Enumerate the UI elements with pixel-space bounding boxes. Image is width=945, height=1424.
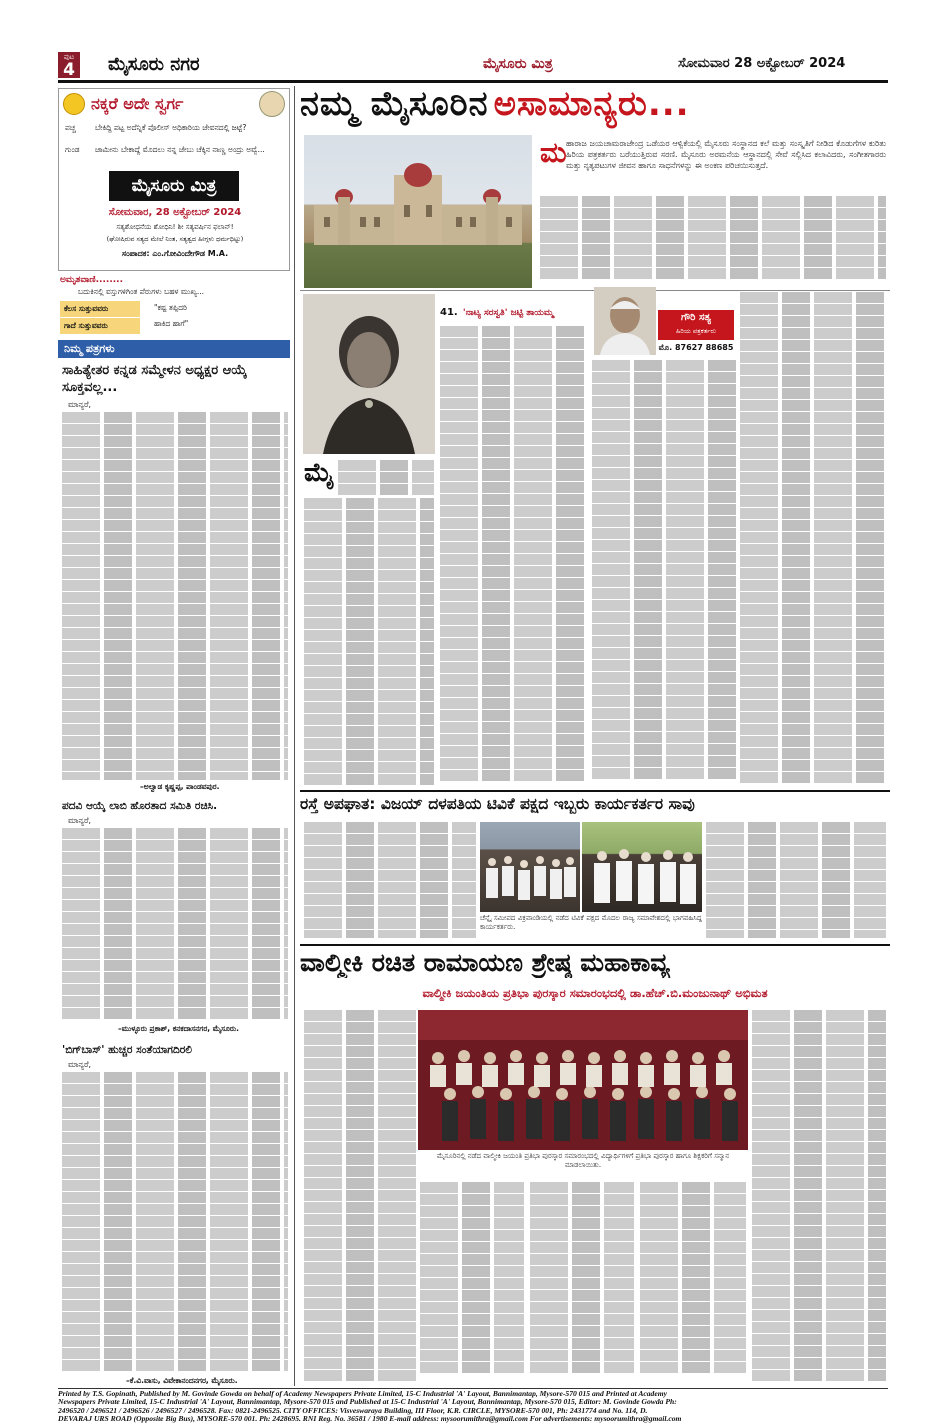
columnist-role: ಹಿರಿಯ ಪತ್ರಕರ್ತರು — [675, 327, 717, 335]
letter-1-heading: ಸಾಹಿತ್ಯೇತರ ಕನ್ನಡ ಸಮ್ಮೇಳನ ಅಧ್ಯಕ್ಷರ ಆಯ್ಕೆ ಸೂಕ್ತವಲ್ಲ... — [62, 363, 247, 395]
letter-2-heading: ಪದವಿ ಆಯ್ಕೆ ಲಾಬಿ ಹೊರತಾದ ಸಮಿತಿ ರಚಿಸಿ. — [62, 800, 218, 812]
joke-text-1: ಬೇಕಿದ್ದಿ ಪಟ್ಟ ಅದೆನ್ನಿಕೆ ಪೊಲೀಸ್ ಅಧಿಕಾರಿಯ ಜೇವನದಲ್ಲಿ ಜಟ್ಟೆ? — [95, 123, 247, 132]
amritavani-title: ಅಮೃತವಾಣಿ........ — [60, 275, 123, 285]
letter-2-sign: –ಮುಳ್ಳೂರು ಪ್ರಕಾಶ್, ಕನಕದಾಸನಗರ, ಮೈಸೂರು. — [118, 1024, 239, 1033]
letter-2-salute: ಮಾನ್ಯರೆ, — [68, 816, 92, 825]
news2-col-4 — [640, 1182, 746, 1382]
logo-subline: ಸತ್ಯಶೋಧನೆಯ ಶೋಧಿನಿ! ಶೀ ಸತ್ಯವರ್ಷಿನ ಫಲಾನ್! — [116, 223, 234, 231]
page-label-text: ಪುಟ — [63, 53, 75, 61]
news1-caption: ಚೆನ್ನೈ ಸಮೀಪದ ವಿಕ್ರವಾಂಡಿಯಲ್ಲಿ ನಡೆದ ಟಿವಿಕೆ ಪಕ್ಷದ ಮೊದಲ ರಾಜ್ಯ ಸಮಾವೇಶದಲ್ಲಿ ಭಾಗವಹಿಸಿದ್ದ ಕಾರ್ಯಕರ್ತರು. — [480, 914, 702, 931]
columnist-name: ಗೌರಿ ಸತ್ಯ — [681, 312, 711, 323]
joke-text-2: ಜಾಮೀನು ಬೇಕಾದ್ದೆ ಮೊದಲು ನನ್ನ ಜೇಬು ಚೆಕ್ಕಿನ ನಾಣ್ಣ ಅಂದ್ರು ಅವ್ವೆ... — [95, 145, 265, 154]
group-photo-icon — [418, 1010, 748, 1150]
issue-date: ಸೋಮವಾರ 28 ಅಕ್ಟೋಬರ್ 2024 — [678, 56, 846, 71]
news1-headline: ರಸ್ತೆ ಅಪಘಾತ: ವಿಜಯ್ ದಳಪತಿಯ ಟಿವಿಕೆ ಪಕ್ಷದ ಇಬ್ಬರು ಕಾರ್ಯಕರ್ತರ ಸಾವು — [300, 795, 695, 813]
joke-line-2 — [65, 145, 287, 155]
columnist-badge — [658, 310, 734, 340]
palace-photo — [304, 135, 532, 288]
columnist-photo — [594, 287, 656, 355]
feature-headline — [300, 84, 890, 130]
letter-3-salute: ಮಾನ್ಯರೆ, — [68, 1060, 92, 1069]
news2-headline: ವಾಲ್ಮೀಕಿ ರಚಿತ ರಾಮಾಯಣ ಶ್ರೇಷ್ಠ ಮಹಾಕಾವ್ಯ — [300, 948, 670, 977]
page-label — [58, 52, 80, 78]
left-column-divider — [294, 86, 295, 1386]
paper-logo: ಮೈಸೂರು ಮಿತ್ರ — [109, 171, 239, 201]
rally-photo-1 — [480, 822, 580, 912]
crowd-icon — [480, 822, 580, 912]
letter-3-body — [62, 1072, 288, 1372]
news2-caption: ಮೈಸೂರಿನಲ್ಲಿ ನಡೆದ ವಾಲ್ಮೀಕಿ ಜಯಂತಿ ಪ್ರತಿಭಾ ಪುರಸ್ಕಾರ ಸಮಾರಂಭದಲ್ಲಿ ವಿದ್ಯಾರ್ಥಿಗಳಿಗೆ ಪ್ರತಿಭಾ ಪುರಸ್ಕಾರ ಹಾಗೂ ಶಿಕ್ಷಕರಿಗೆ ಸನ್ಮಾನ ಮಾಡಲಾಯಿತು. — [436, 1152, 730, 1169]
series-title: 'ನಾಟ್ಯ ಸರಸ್ವತಿ' ಜಟ್ಟಿ ತಾಯಮ್ಮ — [462, 308, 554, 318]
amritavani-text: ಬದುಕಿನಲ್ಲಿ ವಸ್ತುಗಳಿಗಿಂತ ಪೆರುಗಳು ಬಹಳ ಮುಖ್ಯ... — [78, 287, 205, 296]
rally-photo-2 — [582, 822, 702, 912]
feature-headline-b: ಅಸಾಮಾನ್ಯರು... — [493, 84, 690, 124]
imprint-line-2: Newspapers Private Limited, 15-C Industrial 'A' Layout, Bannimantap, Mysore-570 015 and Published at 15-C Industrial 'A' Layout, Bannimantap, Mysore-570 015, Editor: M. Govinde Gowda Ph: — [58, 1397, 677, 1407]
imprint — [58, 1390, 888, 1424]
joke-box — [58, 88, 290, 271]
news1-col-1 — [304, 822, 476, 938]
columnist-icon — [594, 287, 656, 355]
feature-headline-a: ನಮ್ಮ ಮೈಸೂರಿನ — [300, 84, 489, 124]
letters-banner-text: ನಿಮ್ಮ ಪತ್ರಗಳು — [64, 342, 115, 355]
series-number: 41. — [440, 307, 458, 318]
joke-speaker-1: ಪಚ್ಚ — [65, 123, 76, 132]
news1-rule — [300, 790, 890, 792]
feature-col-1b — [304, 498, 434, 786]
letter-1-sign: –ಅಲ್ವಾಡ ಕೃಷ್ಣಪ್ಪ, ಪಾಂಡವಪುರ. — [140, 782, 220, 791]
news2-col-2 — [420, 1182, 524, 1382]
news2-subhead: ವಾಲ್ಮೀಕಿ ಜಯಂತಿಯ ಪ್ರತಿಭಾ ಪುರಸ್ಕಾರ ಸಮಾರಂಭದಲ್ಲಿ ಡಾ.ಹೆಚ್.ಬಿ.ಮಂಜುನಾಥ್ ಅಭಿಮತ — [422, 986, 768, 1000]
editor-line: ಸಂಪಾದಕ: ಎಂ.ಗೋವಿಂದೇಗೌಡ M.A. — [121, 249, 229, 258]
masthead-rule — [58, 80, 888, 83]
series-heading — [440, 300, 590, 319]
proverb-row-2: ಗಾದೆ ಸುತ್ತುವವರು — [60, 318, 140, 334]
letter-2-body — [62, 828, 288, 1020]
imprint-line-4: DEVARAJ URS ROAD (Opposite Big Bus), MYSORE-570 001. Ph: 2428695. RNI Reg. No. 36581 / 1980 E-mail address: mysoorumithra@gmail.com For advertisements: mysoorumithra@gmail.com — [58, 1414, 682, 1424]
proverb-row-2b: ಹಾಕಿದ ಹಾಗೆ" — [154, 319, 189, 328]
letter-3-heading: 'ಬಿಗ್‌ಬಾಸ್' ಹುಚ್ಚರ ಸಂತೆಯಾಗದಿರಲಿ — [62, 1044, 192, 1056]
cartoon-icon — [259, 91, 285, 117]
news1-col-3 — [706, 822, 886, 938]
logo-subline-2: (ಘೋಷಿರುವ ಸತ್ಯದ ಮೇಲೆ ನಿಂತ, ಸತ್ಯತ್ವದ ಹೀಗ್ಗಳು ಧರ್ಮಧಿಟ್ಟು) — [106, 235, 244, 243]
ceremony-photo — [418, 1010, 748, 1150]
feature-dropcap: ಮ — [540, 136, 567, 169]
proverb-row-1: ಕೆಲಸ ಸುತ್ತುವವರು — [60, 301, 140, 317]
news2-col-5 — [752, 1010, 886, 1382]
letter-1-salute: ಮಾನ್ಯರೆ, — [68, 400, 92, 409]
feature-col-4 — [740, 292, 886, 786]
letter-3-sign: –ಕೆ.ವಿ.ವಾಸು, ವಿವೇಕಾನಂದನಗರ, ಮೈಸೂರು. — [126, 1376, 238, 1385]
feature-intro: ಹಾರಾಜ ಜಯಚಾಮರಾಜೇಂದ್ರ ಒಡೆಯರ ಆಳ್ವಿಕೆಯಲ್ಲಿ ಮೈಸೂರು ಸಂಸ್ಥಾನದ ಕಲೆ ಮತ್ತು ಸಂಸ್ಕೃತಿಗೆ ನೀಡಿದ ಕೊಡುಗೆಗಳ ಕುರಿತು ಹಿರಿಯ ಪತ್ರಕರ್ತರು ಬರೆಯುತ್ತಿರುವ ಸರಣಿ. ಮೈಸೂರು ಅರಮನೆಯ ಆಸ್ಥಾನದಲ್ಲಿ ಸೇವೆ ಸಲ್ಲಿಸಿದ ಕಲಾವಿದರು, ಸಂಗೀತಗಾರರು ಮತ್ತು ನೃತ್ಯಪಟುಗಳ ಜೀವನ ಹಾಗೂ ಸಾಧನೆಗಳನ್ನು ಈ ಅಂಕಣ ಪರಿಚಯಿಸುತ್ತದೆ. — [566, 139, 886, 170]
page-number: 4 — [63, 60, 75, 80]
portrait-photo — [303, 294, 435, 454]
joke-speaker-2: ಗುಂಡ — [65, 145, 80, 154]
logo-date: ಸೋಮವಾರ, 28 ಅಕ್ಟೋಬರ್ 2024 — [108, 207, 242, 218]
news2-col-3 — [530, 1182, 634, 1382]
portrait-dropcap: ಮೈ — [304, 458, 335, 488]
amritavani-box — [58, 275, 290, 337]
feature-col-2 — [440, 326, 586, 786]
paper-name: ಮೈಸೂರು ಮಿತ್ರ — [483, 56, 553, 72]
feature-col-1 — [338, 460, 434, 496]
leaders-icon — [582, 822, 702, 912]
news2-rule — [300, 944, 890, 946]
news2-col-1 — [304, 1010, 416, 1382]
proverb-row-1b: "ಕಷ್ಟ ತಪ್ಪಿದರಿ — [154, 303, 188, 312]
feature-intro-continued — [540, 196, 886, 280]
footer-rule — [58, 1388, 888, 1389]
letter-1-body — [62, 412, 288, 780]
section-title: ಮೈಸೂರು ನಗರ — [108, 54, 200, 75]
imprint-line-3: 2496520 / 2496521 / 2496526 / 2496527 / 2496528. Fax: 0821-2496525. CITY OFFICES: Visveswaraya Building, III Floor, K.R. CIRCLE, MYSORE-570 001, Ph: 2431774 and No. 114, D. — [58, 1405, 648, 1415]
columnist-phone: ಮೊ. 87627 88685 — [658, 343, 734, 352]
letters-banner — [58, 340, 290, 358]
masthead — [58, 52, 888, 78]
feature-col-3 — [592, 360, 736, 786]
joke-line-1 — [65, 123, 287, 133]
laughing-face-icon — [63, 93, 85, 115]
portrait-icon — [303, 294, 435, 454]
joke-title: ನಕ್ಕರೆ ಅದೇ ಸ್ವರ್ಗ — [91, 94, 184, 113]
imprint-line-1: Printed by T.S. Gopinath, Published by M. Govinde Gowda on behalf of Academy Newspapers Private Limited, 15-C Industrial 'A' Layout, Bannimantap, Mysore-570 015 and Printed at Academy — [58, 1390, 667, 1398]
palace-icon — [304, 135, 532, 288]
